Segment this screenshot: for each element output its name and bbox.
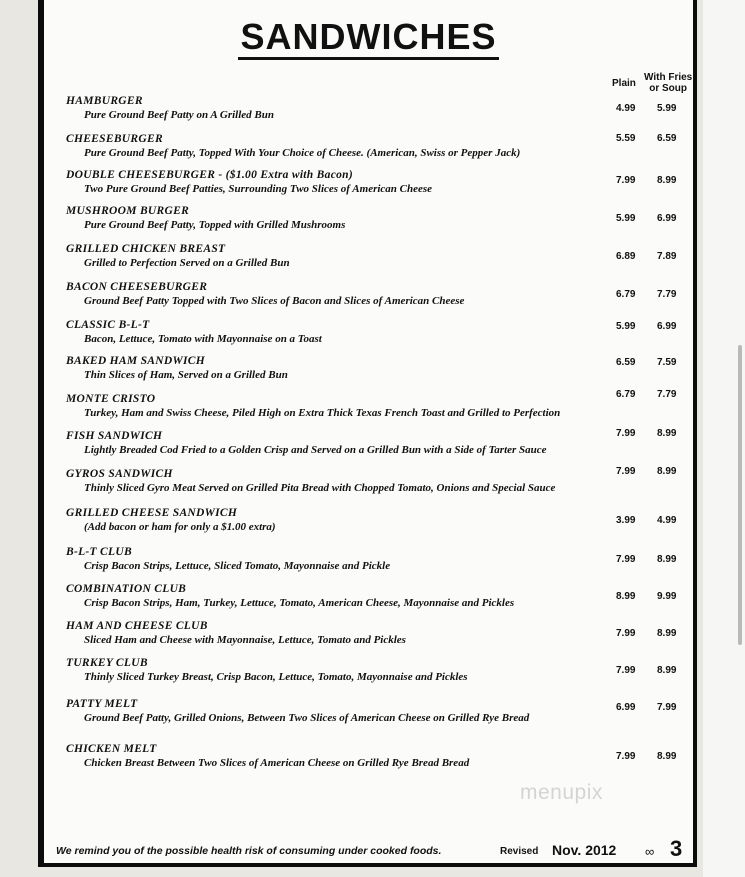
item-name: MUSHROOM BURGER <box>66 205 190 217</box>
price-with-fries: 5.99 <box>657 103 677 114</box>
menu-item <box>66 468 666 494</box>
price-plain: 3.99 <box>616 515 636 526</box>
menu-item <box>66 355 666 381</box>
item-name: CLASSIC B-L-T <box>66 319 150 331</box>
item-description: Grilled to Perfection Served on a Grilled Bun <box>84 257 290 269</box>
price-with-fries: 6.59 <box>657 133 677 144</box>
column-header-plain: Plain <box>612 78 636 89</box>
item-description: Pure Ground Beef Patty on A Grilled Bun <box>84 109 274 121</box>
price-with-fries: 6.99 <box>657 321 677 332</box>
item-name: CHEESEBURGER <box>66 133 163 145</box>
menu-item <box>66 281 666 307</box>
menu-item <box>66 507 666 533</box>
item-description: Sliced Ham and Cheese with Mayonnaise, Lettuce, Tomato and Pickles <box>84 634 406 646</box>
price-plain: 6.59 <box>616 357 636 368</box>
item-name: GYROS SANDWICH <box>66 468 173 480</box>
price-with-fries: 7.89 <box>657 251 677 262</box>
price-plain: 7.99 <box>616 665 636 676</box>
menu-item <box>66 743 666 769</box>
price-with-fries: 8.99 <box>657 428 677 439</box>
item-name: BAKED HAM SANDWICH <box>66 355 205 367</box>
page-number: 3 <box>670 836 683 861</box>
price-with-fries: 8.99 <box>657 751 677 762</box>
price-plain: 8.99 <box>616 591 636 602</box>
item-name: DOUBLE CHEESEBURGER - ($1.00 Extra with Bacon) <box>66 169 353 181</box>
price-plain: 7.99 <box>616 751 636 762</box>
price-plain: 4.99 <box>616 103 636 114</box>
page-title: SANDWICHES <box>44 16 693 58</box>
price-plain: 7.99 <box>616 466 636 477</box>
price-plain: 5.59 <box>616 133 636 144</box>
price-plain: 7.99 <box>616 554 636 565</box>
item-description: Lightly Breaded Cod Fried to a Golden Crisp and Served on a Grilled Bun with a Side of Tarter Sauce <box>84 444 547 456</box>
price-plain: 6.79 <box>616 389 636 400</box>
menu-item <box>66 95 666 121</box>
price-with-fries: 8.99 <box>657 175 677 186</box>
price-plain: 7.99 <box>616 428 636 439</box>
item-name: B-L-T CLUB <box>66 546 132 558</box>
revised-date: Nov. 2012 <box>552 842 617 858</box>
price-plain: 7.99 <box>616 175 636 186</box>
item-description: Two Pure Ground Beef Patties, Surrounding Two Slices of American Cheese <box>84 183 433 195</box>
scrollbar[interactable] <box>738 345 742 645</box>
item-description: Pure Ground Beef Patty, Topped With Your Choice of Cheese. (American, Swiss or Pepper Jack) <box>84 147 521 159</box>
watermark-logo: menupix <box>520 781 603 804</box>
item-name: BACON CHEESEBURGER <box>66 281 208 293</box>
item-description: Ground Beef Patty Topped with Two Slices of Bacon and Slices of American Cheese <box>84 295 465 307</box>
item-description: Turkey, Ham and Swiss Cheese, Piled High on Extra Thick Texas French Toast and Grilled to Perfection <box>84 407 561 419</box>
column-header-with-fries: With Fries or Soup <box>644 72 693 94</box>
item-name: TURKEY CLUB <box>66 657 148 669</box>
price-with-fries: 8.99 <box>657 628 677 639</box>
menu-item <box>66 133 666 159</box>
item-description: Crisp Bacon Strips, Lettuce, Sliced Tomato, Mayonnaise and Pickle <box>84 560 391 572</box>
item-description: Crisp Bacon Strips, Ham, Turkey, Lettuce, Tomato, American Cheese, Mayonnaise and Pickles <box>84 597 515 609</box>
item-description: (Add bacon or ham for only a $1.00 extra) <box>84 521 276 533</box>
price-with-fries: 4.99 <box>657 515 677 526</box>
item-description: Ground Beef Patty, Grilled Onions, Between Two Slices of American Cheese on Grilled Rye Bread <box>84 712 530 724</box>
price-with-fries: 8.99 <box>657 665 677 676</box>
price-with-fries: 7.79 <box>657 389 677 400</box>
price-with-fries: 7.99 <box>657 702 677 713</box>
menu-item <box>66 583 666 609</box>
menu-item <box>66 620 666 646</box>
item-description: Thin Slices of Ham, Served on a Grilled Bun <box>84 369 288 381</box>
price-plain: 6.79 <box>616 289 636 300</box>
price-with-fries: 7.59 <box>657 357 677 368</box>
price-with-fries: 6.99 <box>657 213 677 224</box>
menu-item <box>66 546 666 572</box>
menu-item <box>66 393 666 419</box>
item-name: GRILLED CHICKEN BREAST <box>66 243 226 255</box>
item-description: Bacon, Lettuce, Tomato with Mayonnaise on a Toast <box>84 333 322 345</box>
menu-item <box>66 205 666 231</box>
item-name: GRILLED CHEESE SANDWICH <box>66 507 238 519</box>
price-with-fries: 8.99 <box>657 554 677 565</box>
price-plain: 5.99 <box>616 321 636 332</box>
revised-label: Revised <box>500 846 539 857</box>
item-name: COMBINATION CLUB <box>66 583 187 595</box>
price-with-fries: 9.99 <box>657 591 677 602</box>
health-notice: We remind you of the possible health risk of consuming under cooked foods. <box>56 845 442 857</box>
menu-item <box>66 169 666 195</box>
menu-item <box>66 430 666 456</box>
item-name: HAMBURGER <box>66 95 143 107</box>
price-with-fries: 7.79 <box>657 289 677 300</box>
item-name: CHICKEN MELT <box>66 743 157 755</box>
item-name: MONTE CRISTO <box>66 393 156 405</box>
item-name: FISH SANDWICH <box>66 430 163 442</box>
menu-item <box>66 243 666 269</box>
menu-item <box>66 657 666 683</box>
menu-item <box>66 319 666 345</box>
item-name: HAM AND CHEESE CLUB <box>66 620 208 632</box>
item-description: Chicken Breast Between Two Slices of American Cheese on Grilled Rye Bread Bread <box>84 757 470 769</box>
menu-page <box>38 0 697 867</box>
price-plain: 6.99 <box>616 702 636 713</box>
item-description: Thinly Sliced Gyro Meat Served on Grilled Pita Bread with Chopped Tomato, Onions and Special Sauce <box>84 482 556 494</box>
item-description: Thinly Sliced Turkey Breast, Crisp Bacon, Lettuce, Tomato, Mayonnaise and Pickles <box>84 671 468 683</box>
item-description: Pure Ground Beef Patty, Topped with Grilled Mushrooms <box>84 219 346 231</box>
price-plain: 7.99 <box>616 628 636 639</box>
price-plain: 6.89 <box>616 251 636 262</box>
page-mark-icon: ∞ <box>645 844 655 859</box>
item-name: PATTY MELT <box>66 698 138 710</box>
menu-item <box>66 698 666 724</box>
price-with-fries: 8.99 <box>657 466 677 477</box>
price-plain: 5.99 <box>616 213 636 224</box>
